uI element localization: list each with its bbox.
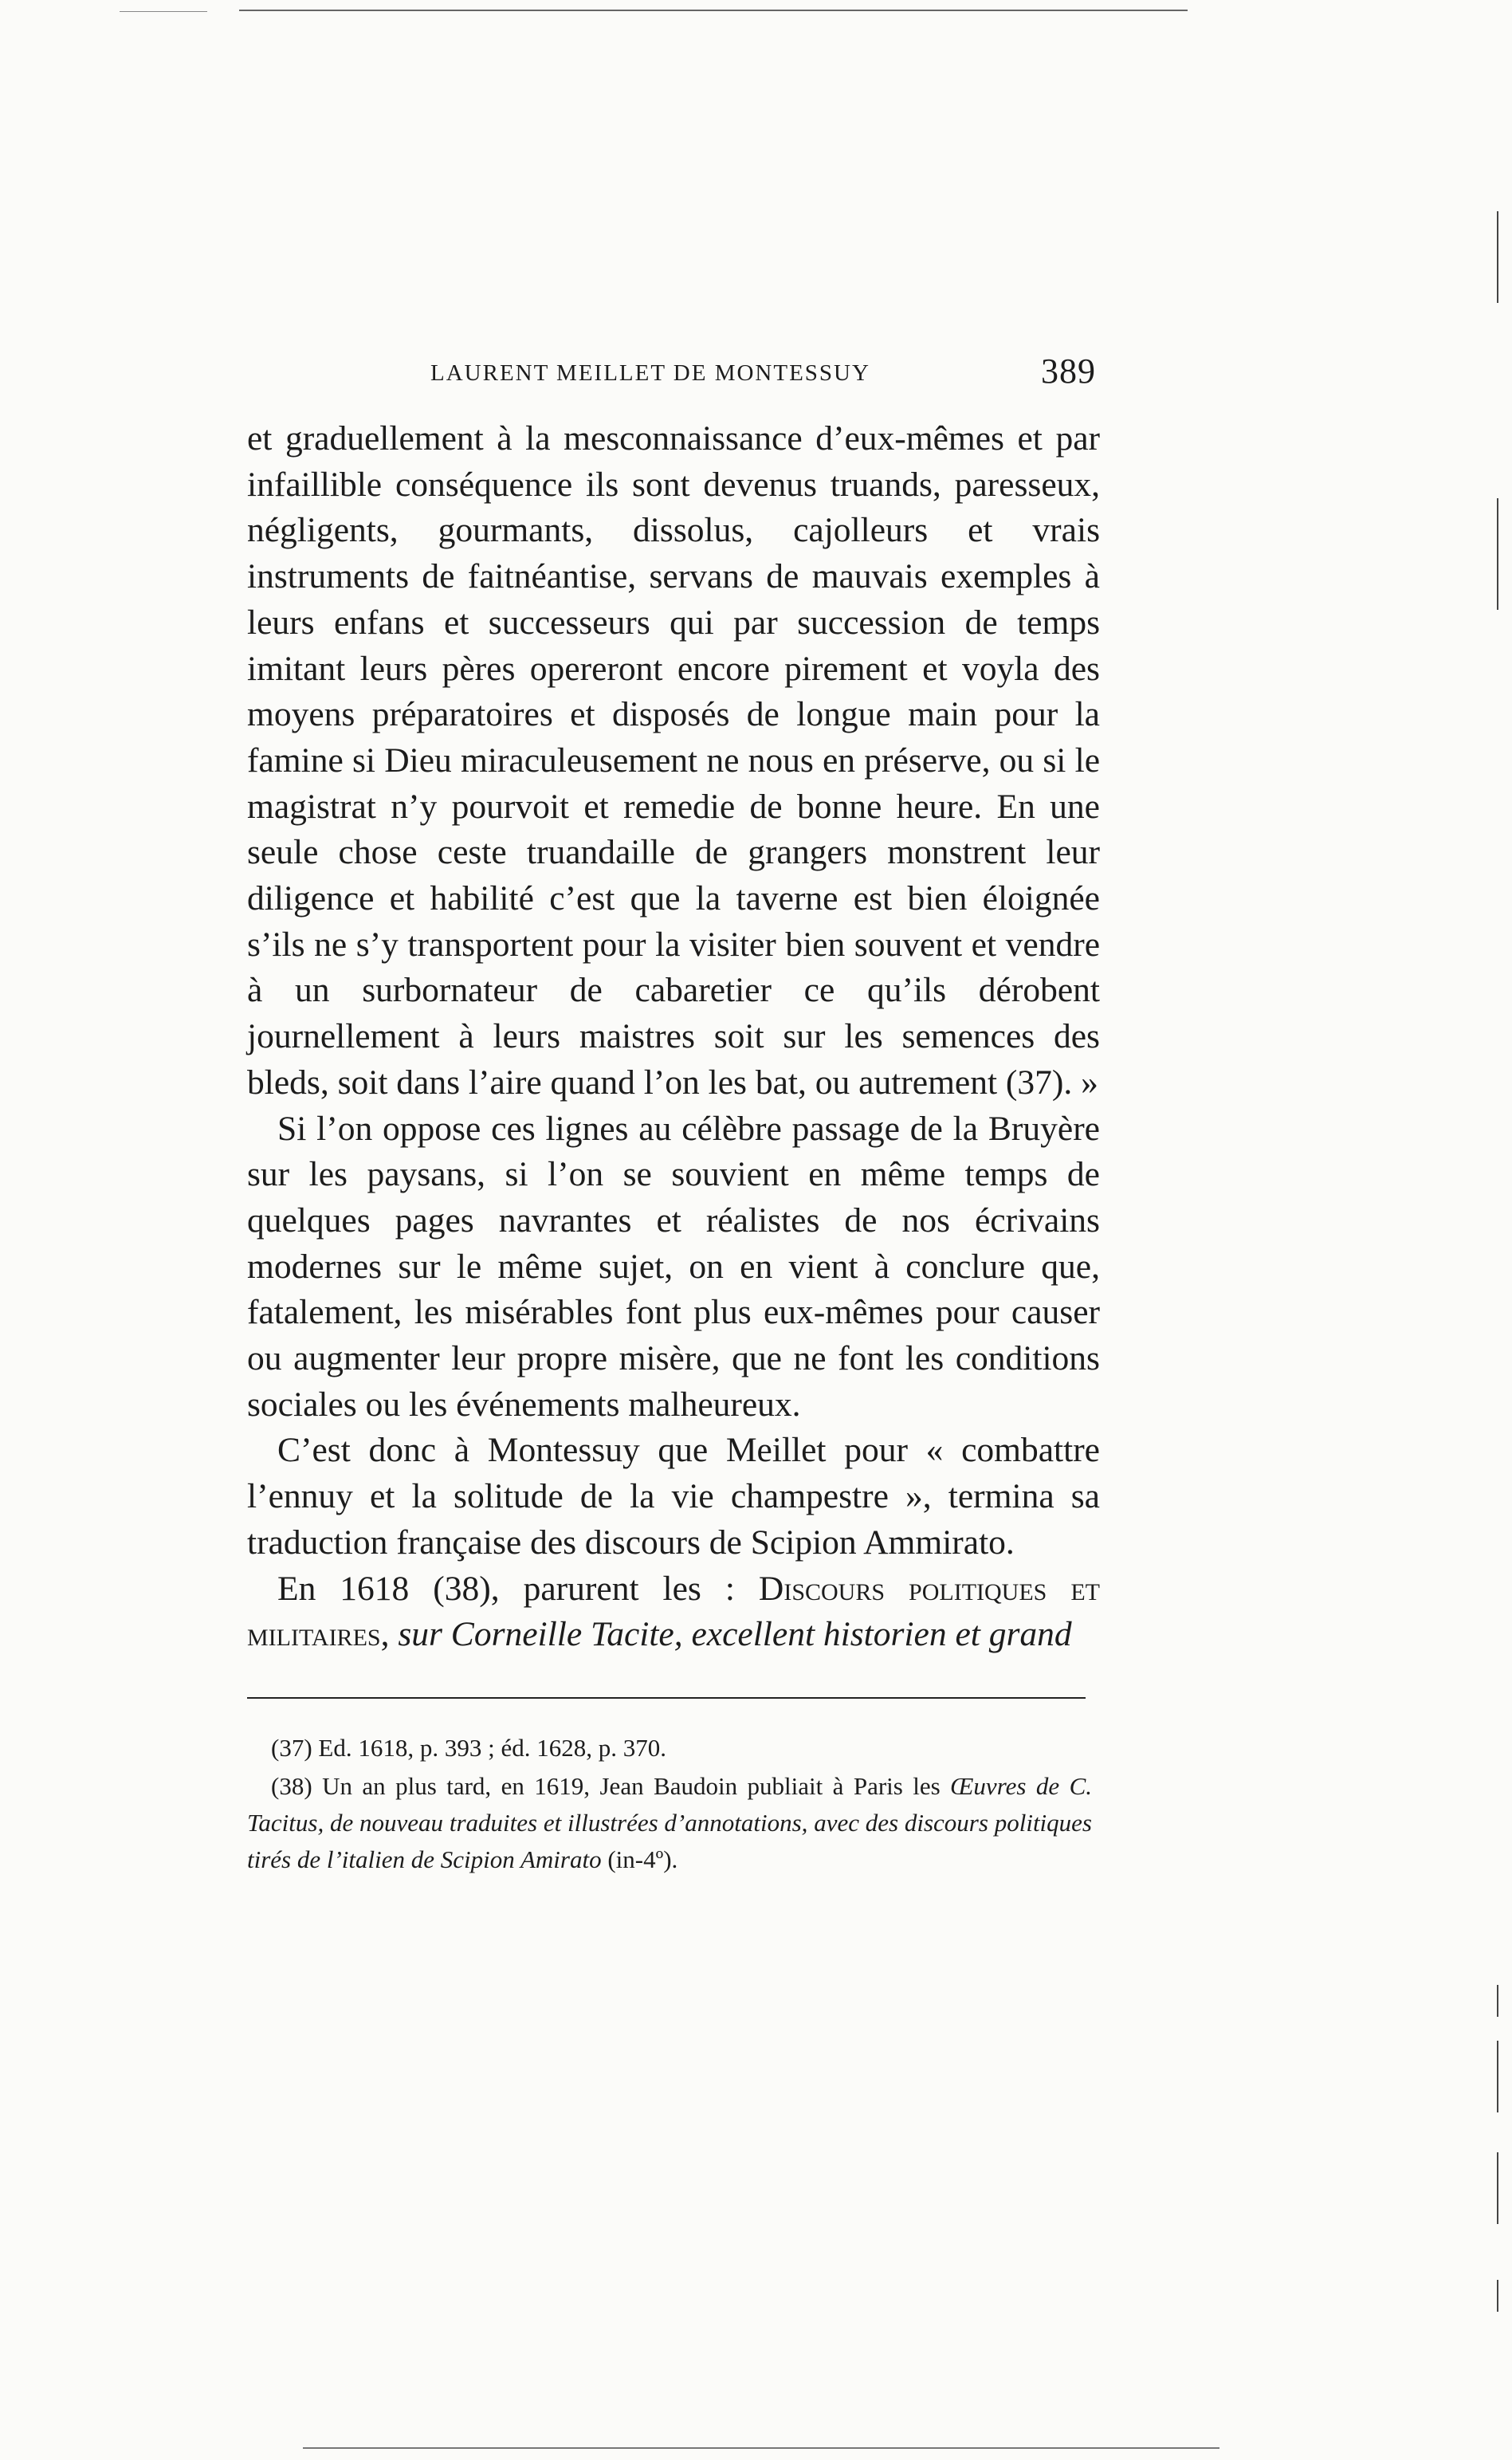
page-header — [247, 348, 1112, 411]
footnote-38-tail: (in-4º). — [601, 1845, 678, 1873]
footnote-38-italic-title: Œuvres de C. Tacitus, de nouveau traduites et illustrées d’annotations, avec des discours politiques tirés de l’italien de Scipion Amirato — [247, 1772, 1092, 1873]
page-number: 389 — [1041, 352, 1096, 391]
scan-right-margin-mark — [1497, 2041, 1498, 2112]
scan-right-margin-mark — [1497, 211, 1498, 303]
scan-right-margin-mark — [1497, 2280, 1498, 2312]
scan-top-edge-line-left — [120, 11, 207, 12]
footnote-38-lead: (38) Un an plus tard, en 1619, Jean Baudoin publiait à Paris les — [271, 1772, 951, 1800]
footnotes — [247, 1730, 1092, 1880]
paragraph-3: C’est donc à Montessuy que Meillet pour « combattre l’ennuy et la solitude de la vie champestre », termina sa traduction française des discours de Scipion Ammirato. — [247, 1431, 1100, 1562]
book-title-small-caps: Discours politiques et militaires — [247, 1569, 1100, 1654]
running-head-title: LAURENT MEILLET DE MONTESSUY — [430, 360, 870, 386]
scan-right-margin-mark — [1497, 1985, 1498, 2017]
main-text — [247, 416, 1100, 1658]
paragraph-4-separator: , — [380, 1615, 399, 1654]
scan-right-margin-mark — [1497, 498, 1498, 610]
footnote-37: (37) Ed. 1618, p. 393 ; éd. 1628, p. 370. — [271, 1734, 666, 1762]
book-title-italic: sur Corneille Tacite, excellent historien et grand — [398, 1615, 1072, 1654]
paragraph-1: et graduellement à la mesconnaissance d’eux-mêmes et par infaillible conséquence ils sont devenus truands, paresseux, négligents, gourmants, dissolus, cajolleurs et vrais instruments de faitnéantise, servans de mauvais exemples à leurs enfans et successeurs qui par succession de temps imitant leurs pères opereront encore pirement et voyla des moyens préparatoires et disposés de longue main pour la famine si Dieu miraculeusement ne nous en préserve, ou si le magistrat n’y pourvoit et remedie de bonne heure. En une seule chose ceste truandaille de grangers monstrent leur diligence et habilité c’est que la taverne est bien éloignée s’ils ne s’y transportent pour la visiter bien souvent et vendre à un surbornateur de cabaretier ce qu’ils dérobent journellement à leurs maistres soit sur les semences des bleds, soit dans l’aire quand l’on les bat, ou autrement (37). » — [247, 419, 1100, 1102]
scan-top-edge-line — [239, 10, 1188, 11]
footnote-divider — [247, 1697, 1086, 1699]
scan-bottom-edge-line — [303, 2447, 1219, 2449]
paragraph-4 — [247, 1566, 1100, 1658]
scan-right-margin-mark — [1497, 2152, 1498, 2224]
paragraph-4-lead: En 1618 (38), parurent les : — [277, 1569, 759, 1608]
footnote-38 — [247, 1768, 1092, 1878]
paragraph-2: Si l’on oppose ces lignes au célèbre passage de la Bruyère sur les paysans, si l’on se souvient en même temps de quelques pages navrantes et réalistes de nos écrivains modernes sur le même sujet, on en vient à conclure que, fatalement, les misérables font plus eux-mêmes pour causer ou augmenter leur propre misère, que ne font les conditions sociales ou les événements malheureux. — [247, 1109, 1100, 1424]
